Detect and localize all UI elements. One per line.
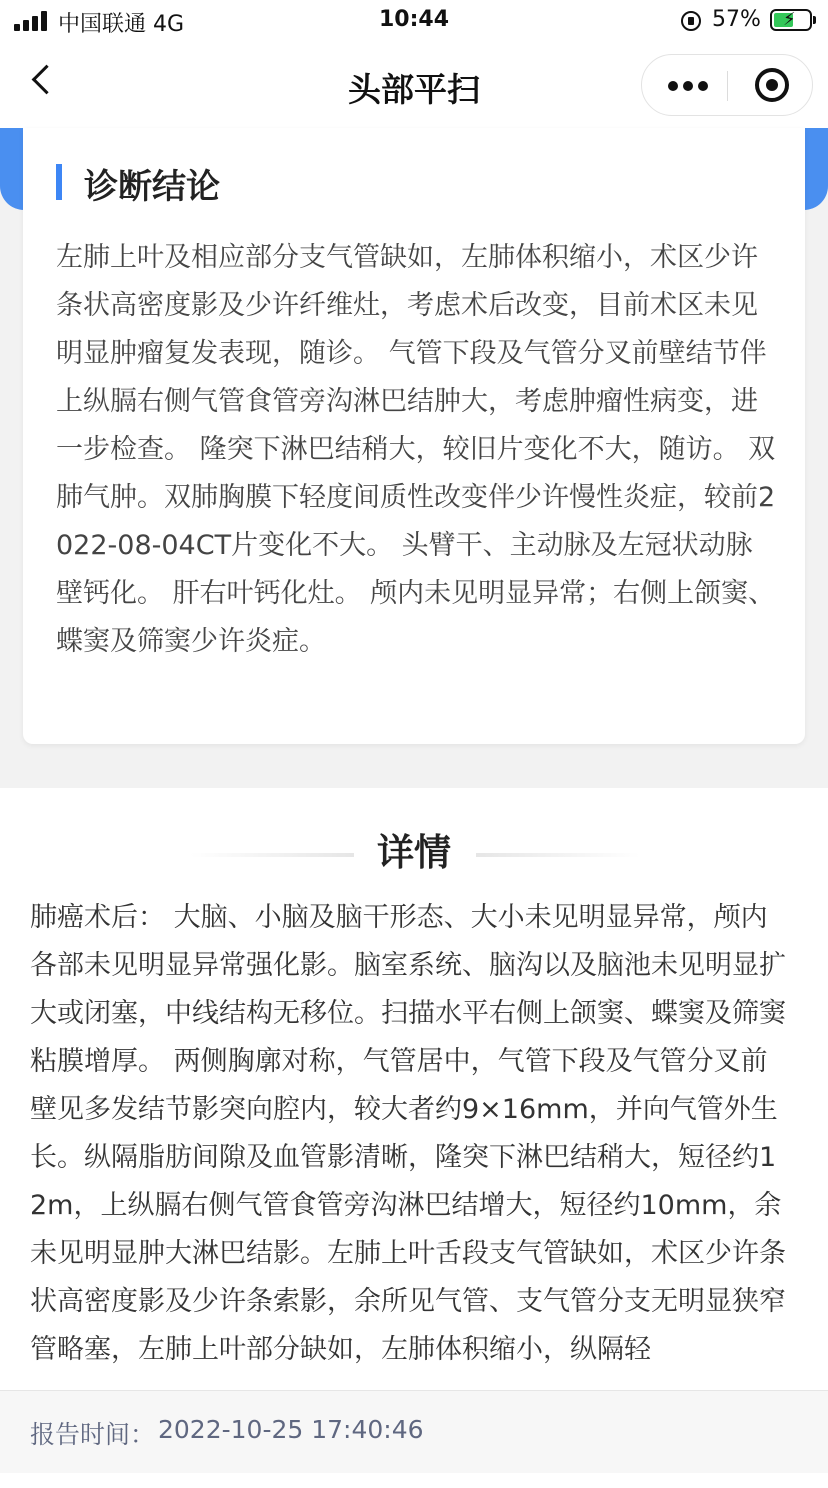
- carrier-label: 中国联通 4G: [58, 12, 185, 37]
- section-accent-bar: [56, 164, 62, 200]
- battery-percent: 57%: [712, 7, 761, 32]
- details-title: 详情: [377, 831, 451, 874]
- capsule-divider: [727, 71, 728, 101]
- page-title: 头部平扫: [348, 70, 480, 109]
- diagnosis-title: 诊断结论: [84, 167, 220, 207]
- diagnosis-card: [23, 128, 805, 744]
- header-decoration-right: [804, 128, 828, 210]
- details-section[interactable]: [0, 788, 828, 1488]
- report-time-label: 报告时间：: [30, 1420, 156, 1449]
- close-miniprogram-icon[interactable]: [755, 68, 789, 102]
- title-divider-right: [476, 853, 640, 857]
- battery-icon: ⚡: [770, 9, 812, 31]
- status-time: 10:44: [378, 7, 450, 32]
- details-text: 肺癌术后： 大脑、小脑及脑干形态、大小未见明显异常，颅内各部未见明显异常强化影。脑室系统、脑沟以及脑池未见明显扩大或闭塞，中线结构无移位。扫描水平右侧上颌窦、蝶窦及筛窦粘膜增厚。 两侧胸廓对称，气管居中，气管下段及气管分叉前壁见多发结节影突向腔内，较大者约9×16mm，并向气管外生长。纵隔脂肪间隙及血管影清晰，隆突下淋巴结稍大，短径约12m，上纵膈右侧气管食管旁沟淋巴结增大，短径约10mm，余未见明显肿大淋巴结影。左肺上叶舌段支气管缺如，术区少许条状高密度影及少许条索影，余所见气管、支气管分支无明显狭窄管略塞，左肺上叶部分缺如，左肺体积缩小，纵隔轻: [30, 902, 786, 1365]
- status-bar: [0, 0, 828, 44]
- nav-bar: [0, 44, 828, 128]
- rotation-lock-icon: [681, 11, 701, 31]
- battery-tip: [813, 16, 816, 24]
- report-time-value: 2022-10-25 17:40:46: [158, 1415, 424, 1444]
- report-time-bar: [0, 1390, 828, 1473]
- miniprogram-capsule: [641, 54, 813, 116]
- more-icon[interactable]: [668, 81, 708, 91]
- header-decoration-left: [0, 128, 24, 210]
- diagnosis-text: 左肺上叶及相应部分支气管缺如，左肺体积缩小，术区少许条状高密度影及少许纤维灶，考虑术后改变，目前术区未见明显肿瘤复发表现，随诊。 气管下段及气管分叉前壁结节伴上纵膈右侧气管食管旁沟淋巴结肿大，考虑肿瘤性病变，进一步检查。 隆突下淋巴结稍大，较旧片变化不大，随访。 双肺气肿。双肺胸膜下轻度间质性改变伴少许慢性炎症，较前2022-08-04CT片变化不大。 头臂干、主动脉及左冠状动脉壁钙化。 肝右叶钙化灶。 颅内未见明显异常；右侧上颌窦、蝶窦及筛窦少许炎症。: [56, 242, 776, 657]
